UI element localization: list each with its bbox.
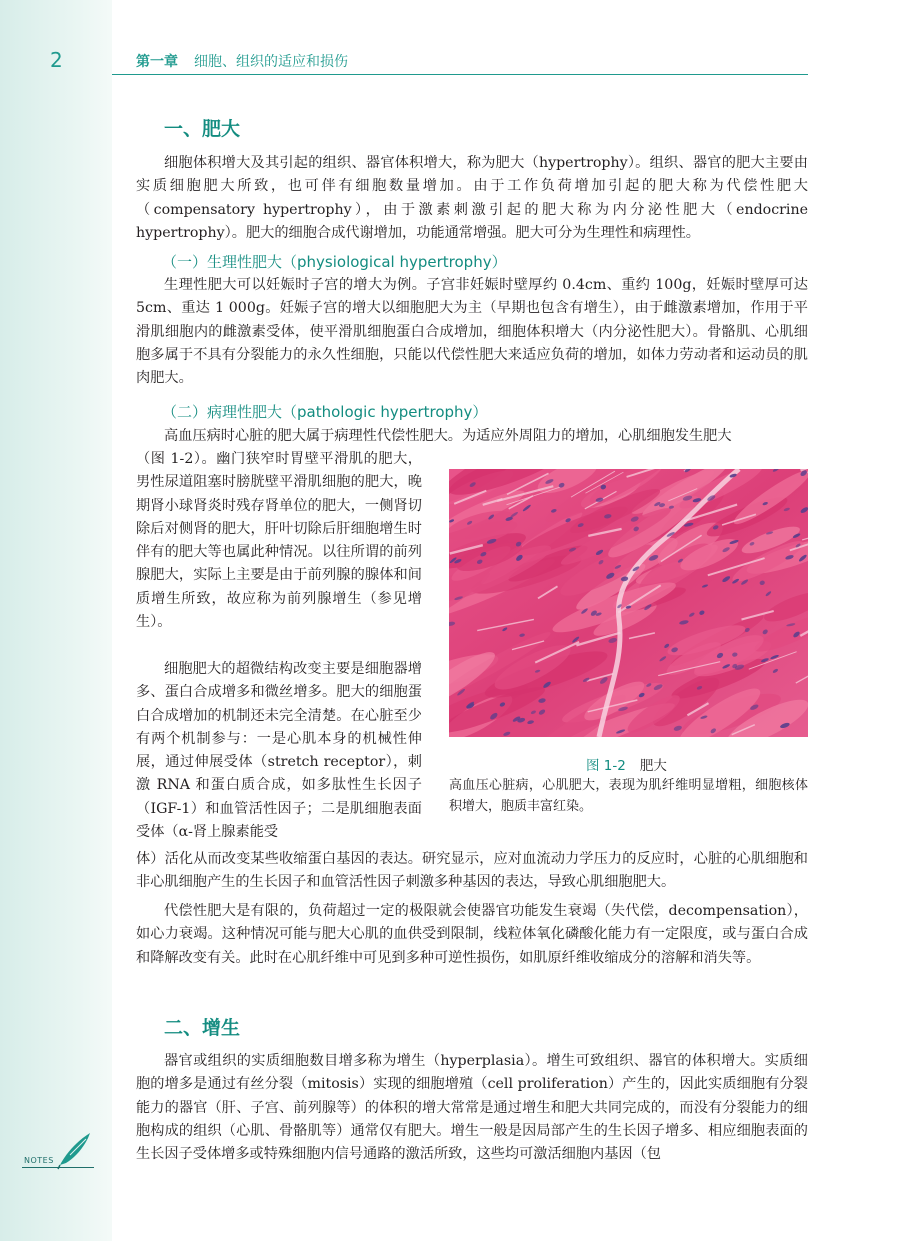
chapter-title: 细胞、组织的适应和损伤 (194, 54, 348, 70)
page-number: 2 (50, 48, 63, 72)
notes-marker (14, 1129, 94, 1175)
paragraph-decompensation: 代偿性肥大是有限的，负荷超过一定的极限就会使器官功能发生衰竭（失代偿，decompensation），如心力衰竭。这种情况可能与肥大心肌的血供受到限制，线粒体氧化磷酸化能力有一定限度，或与蛋白合成和降解改变有关。此时在心肌纤维中可见到多种可逆性损伤，如肌原纤维收缩成分的溶解和消失等。 (136, 903, 808, 966)
paragraph-hyperplasia: 器官或组织的实质细胞数目增多称为增生（hyperplasia）。增生可致组织、器官的体积增大。实质细胞的增多是通过有丝分裂（mitosis）实现的细胞增殖（cell proliferation）产生的，因此实质细胞有分裂能力的器官（肝、子宫、前列腺等）的体积的增大常常是通过增生和肥大共同完成的，而没有分裂能力的细胞构成的组织（心肌、骨骼肌等）通常仅有肥大。增生一般是因局部产生的生长因子增多、相应细胞表面的生长因子受体增多或特殊细胞内信号通路的激活所致，这些均可激活细胞内基因（包 (136, 1053, 808, 1163)
figure-caption: 高血压心脏病，心肌肥大，表现为肌纤维明显增粗，细胞核体积增大，胞质丰富红染。 (449, 778, 808, 814)
figure-number: 图 1-2 (586, 758, 626, 774)
paragraph-ultrastructure-wrap: 细胞肥大的超微结构改变主要是细胞器增多、蛋白合成增多和微丝增多。肥大的细胞蛋白合成增加的机制还未完全清楚。在心脏至少有两个机制参与：一是心肌本身的机械性伸展，通过伸展受体（stretch receptor），刺激 RNA 和蛋白质合成，如多肽性生长因子（IGF-1）和血管活性因子；二是肌细胞表面受体（α-肾上腺素能受 (136, 661, 422, 841)
running-header (136, 51, 348, 71)
myocardium-micrograph (449, 469, 808, 737)
figure-name: 肥大 (639, 758, 667, 774)
pen-icon (14, 1129, 94, 1175)
paragraph-definition: 细胞体积增大及其引起的组织、器官体积增大，称为肥大（hypertrophy）。组织、器官的肥大主要由实质细胞肥大所致，也可伴有细胞数量增加。由于工作负荷增加引起的肥大称为代偿性肥大（compensatory hypertrophy），由于激素刺激引起的肥大称为内分泌性肥大（endocrine hypertrophy）。肥大的细胞合成代谢增加，功能通常增强。肥大可分为生理性和病理性。 (136, 155, 808, 241)
paragraph-ultrastructure-cont: 体）活化从而改变某些收缩蛋白基因的表达。研究显示，应对血流动力学压力的反应时，心脏的心肌细胞和非心肌细胞产生的生长因子和血管活性因子刺激多种基因的表达，导致心肌细胞肥大。 (136, 851, 808, 891)
section-heading-hyperplasia: 二、增生 (164, 1017, 241, 1039)
section-heading-hypertrophy: 一、肥大 (164, 118, 241, 140)
histology-figure (449, 469, 808, 737)
paragraph-pathologic-line1: 高血压病时心脏的肥大属于病理性代偿性肥大。为适应外周阻力的增加，心肌细胞发生肥大 (164, 428, 732, 444)
chapter-label: 第一章 (136, 54, 178, 70)
paragraph-pathologic-wrap: （图 1-2）。幽门狭窄时胃壁平滑肌的肥大，男性尿道阻塞时膀胱壁平滑肌细胞的肥大，晚期肾小球肾炎时残存肾单位的肥大，一侧肾切除后对侧肾的肥大，肝叶切除后肝细胞增生时伴有的肥大等也属此种情况。以往所谓的前列腺肥大，实际上主要是由于前列腺的腺体和间质增生所致，故应称为前列腺增生（参见增生）。 (136, 451, 422, 631)
left-margin-band (0, 0, 112, 1241)
header-rule (112, 74, 808, 75)
notes-rule (22, 1167, 94, 1168)
paragraph-physiological: 生理性肥大可以妊娠时子宫的增大为例。子宫非妊娠时壁厚约 0.4cm、重约 100g，妊娠时壁厚可达 5cm、重达 1 000g。妊娠子宫的增大以细胞肥大为主（早期也包含有增生），由于雌激素增加，作用于平滑肌细胞内的雌激素受体，使平滑肌细胞蛋白合成增加，细胞体积增大（内分泌性肥大）。骨骼肌、心肌细胞多属于不具有分裂能力的永久性细胞，只能以代偿性肥大来适应负荷的增加，如体力劳动者和运动员的肌肉肥大。 (136, 277, 808, 387)
subheading-pathologic: （二）病理性肥大（pathologic hypertrophy） (162, 403, 488, 421)
notes-label: NOTES (24, 1156, 54, 1165)
figure-title (586, 754, 667, 774)
subheading-physiological: （一）生理性肥大（physiological hypertrophy） (162, 253, 507, 271)
